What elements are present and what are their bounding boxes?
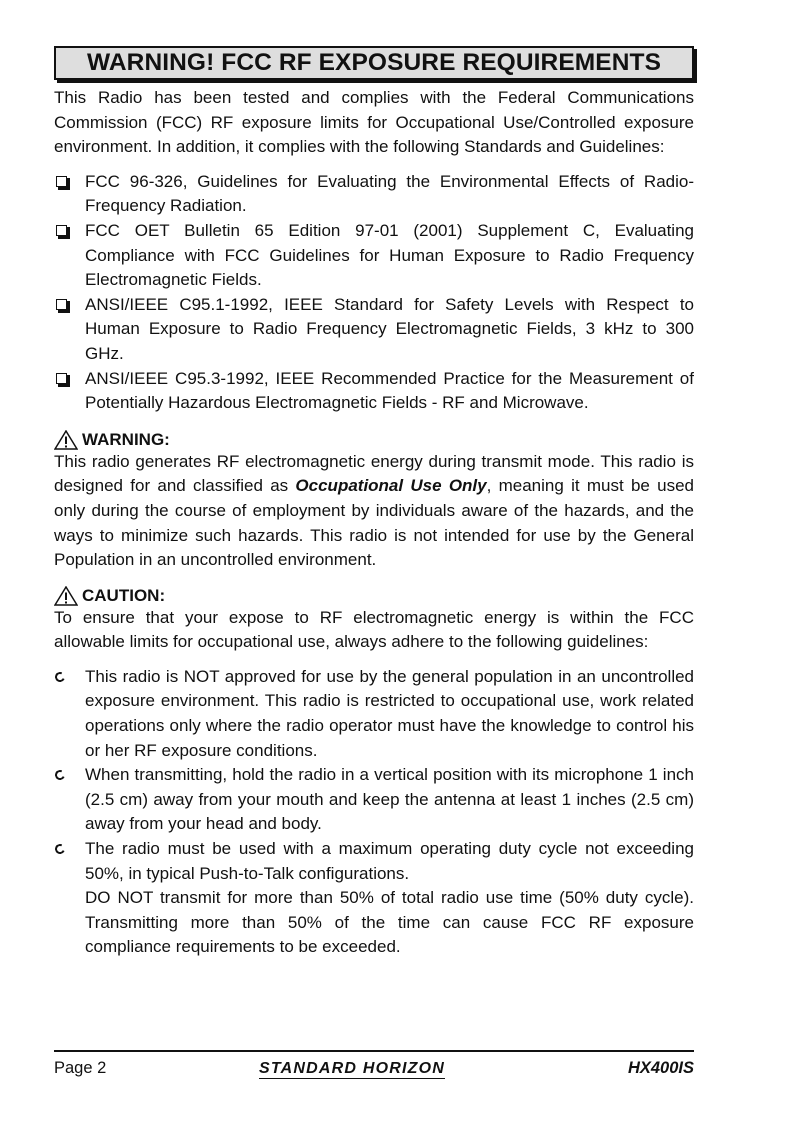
warning-paragraph: This radio generates RF electromagnetic energy during transmit mode. This radio is designed for and classified as Occupational Use Only, meaning it must be used only during the course of employment by individuals aware of the hazards, and the ways to minimize such hazards. This radio is not intended for use by the General Population in an uncontrolled environment.: [54, 451, 695, 570]
list-item: FCC 96-326, Guidelines for Evaluating the Environmental Effects of Radio-Frequency Radiation.: [54, 170, 694, 219]
circle-bullet-icon: [54, 843, 67, 856]
list-item: This radio is NOT approved for use by the general population in an uncontrolled exposure environment. This radio is restricted to occupational use, work related operations only where the radio operator must have the knowledge to control his or her RF exposure conditions.: [54, 665, 694, 763]
occupational-use-emphasis: Occupational Use Only: [295, 476, 487, 496]
model-name: HX400IS: [627, 1059, 694, 1077]
intro-paragraph: This Radio has been tested and complies with the Federal Communications Commission (FCC) RF exposure limits for Occupational Use/Controlled exposure environment. In addition, it complies with the following Standards and Guidelines:: [54, 88, 694, 157]
square-bullet-icon: [56, 373, 67, 384]
warning-triangle-icon: [54, 430, 78, 450]
warning-heading: WARNING:: [54, 426, 694, 450]
list-item: FCC OET Bulletin 65 Edition 97-01 (2001) Supplement C, Evaluating Compliance with FCC Guidelines for Human Exposure to Radio Frequency Electromagnetic Fields.: [54, 219, 694, 293]
circle-bullet-icon: [54, 670, 67, 683]
page-number: Page 2: [54, 1059, 107, 1077]
caution-paragraph: To ensure that your expose to RF electromagnetic energy is within the FCC allowable limits for occupational use, always adhere to the following guidelines:: [54, 607, 694, 652]
list-item: When transmitting, hold the radio in a vertical position with its microphone 1 inch (2.5 cm) away from your mouth and keep the antenna at least 1 inches (2.5 cm) away from your head and body.: [54, 763, 694, 837]
brand-logo: STANDARD HORIZON: [259, 1060, 446, 1077]
list-item: The radio must be used with a maximum operating duty cycle not exceeding 50%, in typical Push-to-Talk configurations. DO NOT transmit for more than 50% of total radio use time (50% duty cycle). Transmitting more than 50% of the time can cause FCC RF exposure compliance requirements to be exceeded.: [54, 837, 694, 960]
page-content: [54, 46, 694, 960]
page-title-banner: [54, 46, 694, 80]
duty-cycle-note: DO NOT transmit for more than 50% of total radio use time (50% duty cycle). Transmitting more than 50% of the time can cause FCC RF exposure compliance requirements to be exceeded.: [85, 888, 694, 957]
caution-triangle-icon: [54, 586, 78, 606]
page-footer: [54, 1050, 694, 1082]
square-bullet-icon: [56, 176, 67, 187]
guidelines-list: [54, 665, 694, 960]
list-item: ANSI/IEEE C95.1-1992, IEEE Standard for Safety Levels with Respect to Human Exposure to Radio Frequency Electromagnetic Fields, 3 kHz to 300 GHz.: [54, 293, 694, 367]
page-title: WARNING! FCC RF EXPOSURE REQUIREMENTS: [86, 49, 662, 76]
circle-bullet-icon: [54, 769, 67, 782]
caution-heading: CAUTION:: [54, 582, 694, 606]
square-bullet-icon: [56, 225, 67, 236]
square-bullet-icon: [56, 299, 67, 310]
standards-list: [54, 170, 694, 416]
list-item: ANSI/IEEE C95.3-1992, IEEE Recommended Practice for the Measurement of Potentially Hazardous Electromagnetic Fields - RF and Microwave.: [54, 367, 694, 416]
